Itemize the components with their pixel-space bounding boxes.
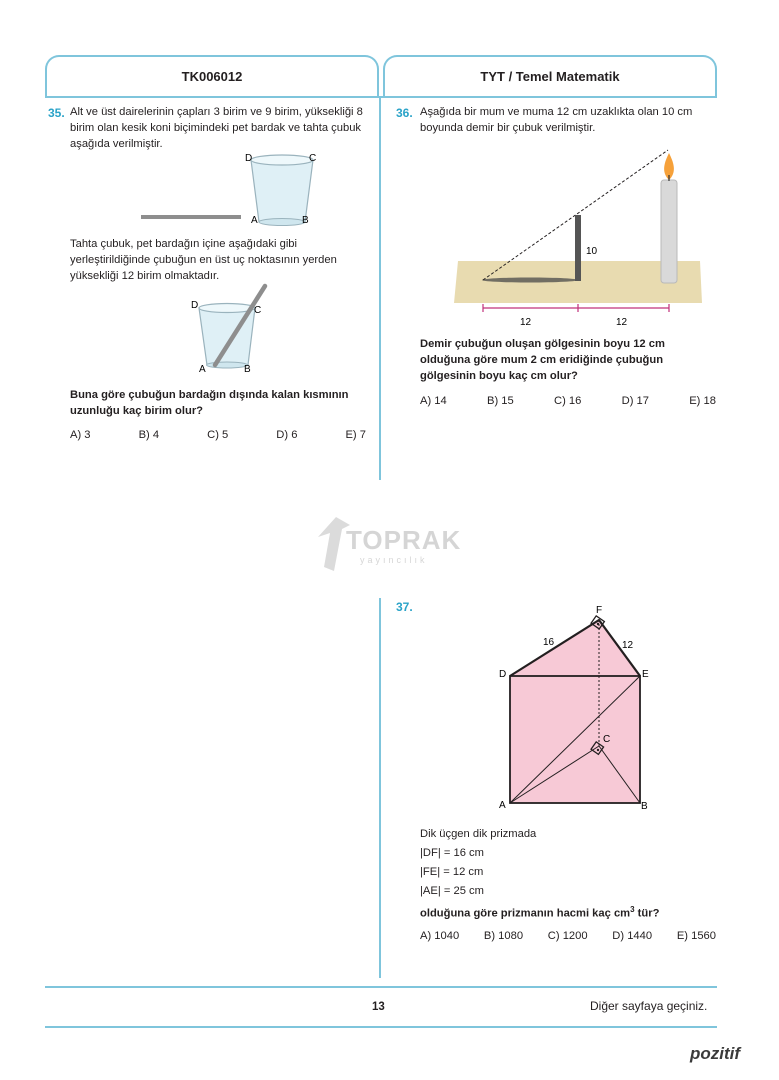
fig2-label-c: C <box>254 305 262 316</box>
question-36-number: 36. <box>396 106 413 120</box>
question-35-prompt: Buna göre çubuğun bardağın dışında kalan kısmının uzunluğu kaç birim olur? <box>70 389 349 417</box>
rod-height-label: 10 <box>586 246 598 257</box>
choice-e[interactable]: E) 18 <box>689 395 716 407</box>
choice-c[interactable]: C) 5 <box>207 429 229 441</box>
choice-e[interactable]: E) 1560 <box>676 930 716 942</box>
cup-and-stick-figure <box>135 148 325 230</box>
label-df-length: 16 <box>543 637 555 648</box>
question-37-prompt-pre: olduğuna göre prizmanın hacmi kaç cm <box>420 907 631 920</box>
wooden-stick <box>141 215 241 219</box>
watermark-sub: yayıncılık <box>360 555 428 565</box>
header-right-tab <box>383 55 717 97</box>
header-divider <box>45 96 717 98</box>
fig1-label-b: B <box>302 215 309 226</box>
candle-body <box>661 180 677 283</box>
cup-with-stick-figure <box>185 282 280 377</box>
choice-b[interactable]: B) 4 <box>138 429 160 441</box>
question-37-prompt <box>420 902 659 922</box>
question-36-choices <box>420 395 716 407</box>
question-35-middle: Tahta çubuk, pet bardağın içine aşağıdaki gibi yerleştirildiğinde çubuğun en üst uç noktasının yerden yüksekliği 12 birim olmaktadır. <box>70 238 337 282</box>
choice-c[interactable]: C) 16 <box>554 395 582 407</box>
label-c: C <box>603 734 611 745</box>
question-37-given-fe: |FE| = 12 cm <box>420 866 484 878</box>
question-37-given-ae: |AE| = 25 cm <box>420 885 484 897</box>
question-37-given-title: Dik üçgen dik prizmada <box>420 828 537 840</box>
fig1-label-a: A <box>251 215 258 226</box>
next-page-note: Diğer sayfaya geçiniz. <box>590 999 708 1013</box>
choice-b[interactable]: B) 1080 <box>483 930 524 942</box>
cup-base-2 <box>207 362 248 368</box>
choice-a[interactable]: A) 3 <box>70 429 91 441</box>
header-left-tab <box>45 55 379 97</box>
label-a: A <box>499 800 506 811</box>
column-divider-top <box>379 97 381 480</box>
right-angle-c-dot <box>597 749 599 751</box>
question-36-intro: Aşağıda bir mum ve muma 12 cm uzaklıkta olan 10 cm boyunda demir bir çubuk verilmiştir. <box>420 106 693 134</box>
question-37-prompt-sup: 3 <box>630 905 635 914</box>
question-35-choices <box>70 429 366 441</box>
label-f: F <box>596 605 603 616</box>
cup-rim <box>251 155 313 165</box>
choice-b[interactable]: B) 15 <box>487 395 514 407</box>
fig1-label-c: C <box>309 153 317 164</box>
choice-a[interactable]: A) 14 <box>420 395 447 407</box>
subject-title: TYT / Temel Matematik <box>480 69 620 84</box>
publisher-logo-text: pozitif <box>690 1044 741 1063</box>
iron-rod <box>575 215 581 281</box>
watermark <box>316 515 462 575</box>
question-35-intro: Alt ve üst dairelerinin çapları 3 birim ve 9 birim, yüksekliği 8 birim olan kesik koni biçimindeki pet bardak ve tahta çubuk aşağıda verilmiştir. <box>70 106 363 150</box>
right-angle-f-dot <box>597 623 599 625</box>
publisher-logo <box>690 1044 740 1064</box>
distance-left-label: 12 <box>520 317 532 328</box>
footer-divider-bottom <box>45 1026 717 1028</box>
question-35-number: 35. <box>48 106 65 120</box>
cup-body <box>251 160 313 222</box>
choice-a[interactable]: A) 1040 <box>420 930 460 942</box>
rod-shadow <box>482 278 578 283</box>
choice-e[interactable]: E) 7 <box>345 429 366 441</box>
fig2-label-a: A <box>199 364 206 375</box>
choice-d[interactable]: D) 17 <box>621 395 649 407</box>
label-e: E <box>642 669 649 680</box>
choice-d[interactable]: D) 6 <box>276 429 298 441</box>
choice-d[interactable]: D) 1440 <box>612 930 653 942</box>
label-b: B <box>641 801 648 812</box>
prism-figure <box>490 598 670 818</box>
exam-code: TK006012 <box>181 69 243 84</box>
question-36-prompt: Demir çubuğun oluşan gölgesinin boyu 12 cm olduğuna göre mum 2 cm eridiğinde çubuğun gölgesinin boyu kaç cm olur? <box>420 338 665 382</box>
candle-and-rod-figure <box>450 145 710 330</box>
fig2-label-d: D <box>191 300 199 311</box>
cup-base <box>259 219 305 226</box>
choice-c[interactable]: C) 1200 <box>547 930 588 942</box>
question-37-prompt-post: tür? <box>634 907 660 920</box>
question-37-number: 37. <box>396 600 413 614</box>
page-number: 13 <box>372 1001 385 1013</box>
label-d: D <box>499 669 507 680</box>
label-fe-length: 12 <box>622 640 634 651</box>
watermark-brand: TOPRAK <box>346 525 462 555</box>
footer-divider-top <box>45 986 717 988</box>
question-37-choices <box>420 930 716 942</box>
fig1-label-d: D <box>245 153 253 164</box>
distance-right-label: 12 <box>616 317 628 328</box>
column-divider-bottom <box>379 598 381 978</box>
fig2-label-b: B <box>244 364 251 375</box>
question-37-given-df: |DF| = 16 cm <box>420 847 484 859</box>
